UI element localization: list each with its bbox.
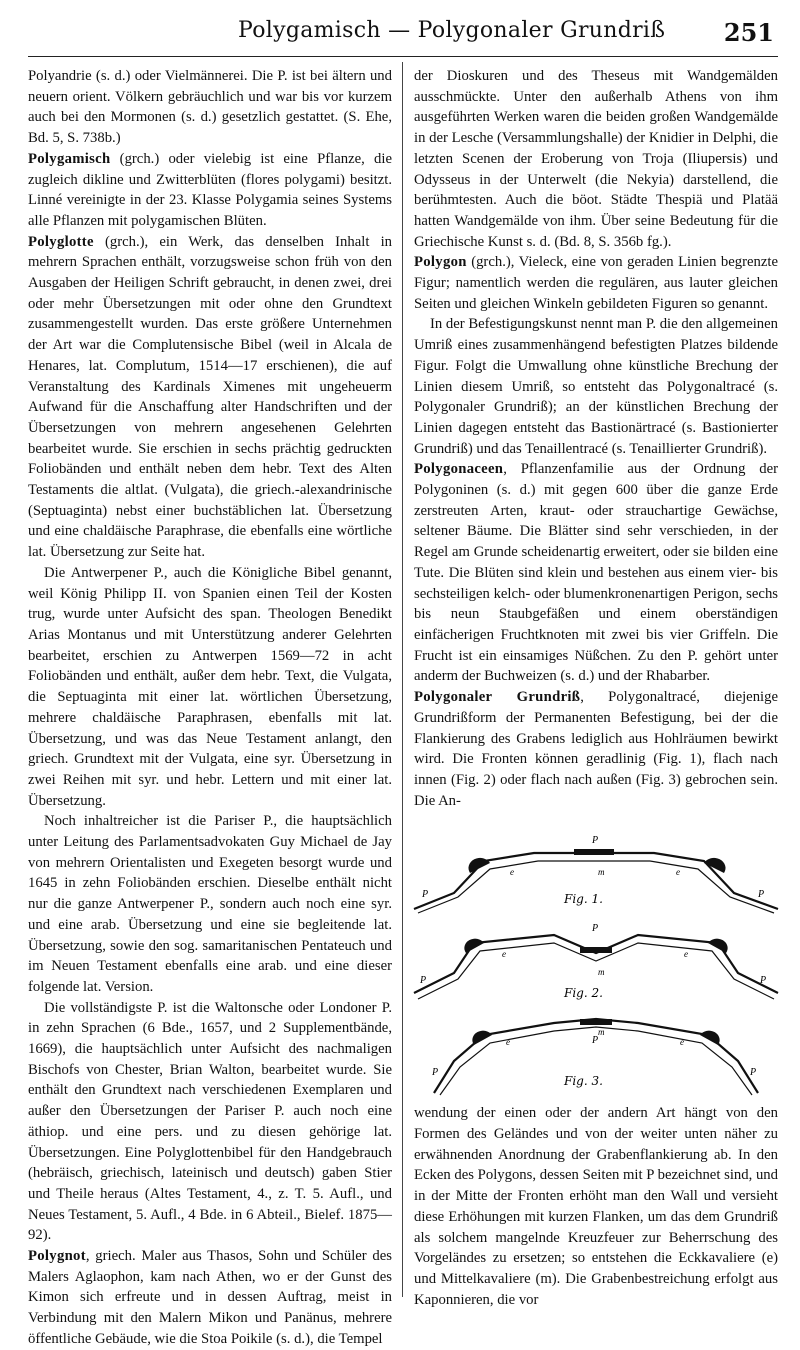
svg-text:P: P bbox=[592, 1035, 599, 1047]
headword: Polygonaceen bbox=[414, 461, 504, 478]
svg-text:e: e bbox=[684, 949, 688, 960]
figure-3-outward-front bbox=[414, 1005, 778, 1097]
paragraph-anwendung: wendung der einen oder der andern Art hängt von den Formen des Geländes und von der weiter unten näher zu erwähnenden Anordnung der Grabenflankierung ab. In den Ecken des Polygons, dessen Seiten mit P bezeichnet sind, und in der Mitte der Fronten erhöht man den Wall und versieht diese Erhöhungen mit kurzen Flanken, um das dem Grundriß als solchem mangelnde Kreuzfeuer zur Beherrschung des Vorgeländes zu ersetzen; so entstehen die Eckkavaliere (e) und Mittelkavaliere (m). Die Grabenbestreichung erfolgt aus Kaponnieren, die vor bbox=[414, 1105, 778, 1308]
entry-polygnot: Polygnot, griech. Maler aus Thasos, Sohn und Schüler des Malers Aglaophon, kam nach Athen, wo er der Gunst des Kimon sich erfreute und in dessen Auftrag, meist in Verbindung mit den Malern Mikon und Panänus, mehrere öffentliche Gebäude, wie die Stoa Poikile (s. d.), die Tempel bbox=[28, 1248, 392, 1347]
column-divider bbox=[402, 62, 403, 1297]
header-rule bbox=[28, 56, 778, 57]
svg-text:e: e bbox=[506, 1037, 510, 1048]
svg-text:P: P bbox=[750, 1067, 757, 1079]
figure-1-caption: Fig. 1. bbox=[564, 892, 603, 907]
svg-text:e: e bbox=[680, 1037, 684, 1048]
page-header bbox=[28, 6, 778, 60]
fortification-figures bbox=[414, 821, 778, 1097]
entry-polygon: Polygon (grch.), Vieleck, eine von geraden Linien begrenzte Figur; namentlich werden die regulären, aus lauter gleichen Seiten und gleichen Winkeln gebildeten Figuren so genannt. bbox=[414, 254, 778, 312]
svg-text:e: e bbox=[676, 867, 680, 878]
headword: Polygon bbox=[414, 254, 467, 271]
svg-text:P: P bbox=[422, 889, 429, 901]
paragraph-befestigungskunst: In der Befestigungskunst nennt man P. die den allgemeinen Umriß eines zusammenhängend befestigten Platzes bildende Figur. Folgt die Umwallung ohne künstliche Brechung der Linien diesem Umriß, so entsteht das Polygonaltracé (s. Polygonaler Grundriß); an der künstlichen Brechung der Linien dagegen entsteht das Bastionärtracé (s. Bastionierter Grundriß) und das Tenaillentracé (s. Tenaillierter Grundriß). bbox=[414, 316, 778, 457]
entry-polyglotte: Polyglotte (grch.), ein Werk, das denselben Inhalt in mehrern Sprachen enthält, vorzugsweise schon früh von den Ausgaben der Heiligen Schrift gebraucht, in denen zwei, drei oder mehr Übersetzungen mit oder ohne den Grundtext zusammengestellt wurden. Das erste größere Unternehmen der Art war die Complutensische Bibel (weil in Alcala de Henares, lat. Complutum, 1514—17 erschienen), die auf Veranstaltung des Kardinals Ximenes mit ungeheuerm Aufwand für die Anschaffung alter Handschriften und der Übersetzungen von mehrern angesehenen Gelehrten bearbeitet wurde. Sie erschien in sechs prächtig gedruckten Foliobänden und enthält neben dem hebr. Text des Alten Testaments die altlat. (Vulgata), die griech.-alexandrinische (Septuaginta) nebst einer buchstäblichen lat. Übersetzung und eine chaldäische Paraphrase, die ebenfalls eine wörtliche lat. Übersetzung zur Seite hat. bbox=[28, 233, 392, 561]
figure-2-inward-front bbox=[414, 913, 778, 1005]
entry-polyandrie-continued: Polyandrie (s. d.) oder Vielmännerei. Die P. ist bei ältern und neuern orient. Völkern gebräuchlich und war bis vor kurzem auch bei den Mormonen (s. d.) gesetzlich gestattet. (S. Ehe, Bd. 5, S. 738b.) bbox=[28, 68, 392, 147]
svg-text:P: P bbox=[760, 975, 767, 987]
left-column bbox=[28, 66, 392, 1347]
svg-text:P: P bbox=[420, 975, 427, 987]
entry-polygnot-continued: der Dioskuren und des Theseus mit Wandgemälden ausschmückte. Unter den außerhalb Athens von ihm ausgeführten Werken waren die beiden großen Wandgemälde in der Lesche (Versammlungshalle) der Knidier in Delphi, die letzten Scenen der Eroberung von Troja (Iliupersis) und Odysseus in der Unterwelt (die Nekyia) darstellend, die berühmtesten. Auch die böot. Städte Thespiä und Platää hatten Wandgemälde von ihm. Über seine Bedeutung für die Griechische Kunst s. d. (Bd. 8, S. 356b fg.). bbox=[414, 68, 778, 250]
paragraph-antwerpener: Die Antwerpener P., auch die Königliche Bibel genannt, weil König Philipp II. von Spanien einen Teil der Kosten trug, wurde unter Aufsicht des span. Theologen Benedikt Arias Montanus und mit Unterstützung anderer Gelehrten bearbeitet, erschien zu Antwerpen 1569—72 in acht Foliobänden und enthält, außer dem hebr. Text, die Vulgata, die Septuaginta mit einer lat. wörtlichen Übersetzung, mehrere chaldäische Paraphrasen, ebenfalls mit lat. Übersetzung, und was das Neue Testament anlangt, den griech. Grundtext mit der Vulgata, eine syr. Übersetzung in zwei Reihen mit syr. und hebr. Lettern und mit einer lat. Übersetzung. bbox=[28, 564, 392, 809]
headword: Polygonaler Grundriß bbox=[414, 689, 581, 706]
headword: Polygamisch bbox=[28, 150, 111, 167]
svg-text:m: m bbox=[598, 867, 605, 878]
right-column bbox=[414, 66, 778, 1308]
entry-polygamisch: Polygamisch (grch.) oder vielebig ist eine Pflanze, die zugleich dikline und Zwitterblüten (flores polygami) besitzt. Linné vereinigte in der 23. Klasse Polygamia seines Systems alle Pflanzen mit polygamischen Blüten. bbox=[28, 150, 392, 229]
paragraph-londoner: Die vollständigste P. ist die Waltonsche oder Londoner P. in zehn Sprachen (6 Bde., 1657, und 2 Supplementbände, 1669), die hauptsächlich unter Aufsicht des nachmaligen Bischofs von Chester, Brian Walton, bearbeitet wurde. Sie enthält den Grundtext nach verschiedenen Exemplaren und außer den Übersetzungen der Pariser P. auch noch eine äthiop. und eine pers. und zu diesen gehörige lat. Übersetzungen. Eine Polyglottenbibel für den Handgebrauch (hebräisch, griechisch, lateinisch und deutsch) gaben Stier und Theile heraus (Altes Testament, 4., z. T. 5. Aufl., und Neues Testament, 5. Aufl., 4 Bde. in 6 Abteil., Bielef. 1875—92). bbox=[28, 999, 392, 1244]
svg-text:P: P bbox=[432, 1067, 439, 1079]
svg-text:P: P bbox=[592, 835, 599, 847]
entry-polygonaler-grundriss: Polygonaler Grundriß, Polygonaltracé, diejenige Grundrißform der Permanenten Befestigung, bei der die Flankierung des Grabens lediglich aus Hohlräumen bewirkt wird. Die Fronten können geradlinig (Fig. 1), flach nach innen (Fig. 2) oder flach nach außen (Fig. 3) gebrochen sein. Die An- bbox=[414, 689, 778, 809]
running-title: Polygamisch — Polygonaler Grundriß bbox=[238, 18, 666, 43]
svg-text:m: m bbox=[598, 1027, 605, 1038]
headword: Polyglotte bbox=[28, 233, 94, 250]
headword: Polygnot bbox=[28, 1248, 86, 1265]
svg-text:e: e bbox=[502, 949, 506, 960]
page-number: 251 bbox=[723, 18, 774, 47]
figure-1-straight-front bbox=[414, 821, 778, 913]
paragraph-pariser: Noch inhaltreicher ist die Pariser P., die hauptsächlich unter Leitung des Parlamentsadvokaten Guy Michael de Jay von mehrern Orientalisten und Exegeten besorgt wurde und 1645 in zehn Foliobänden erschien. Dieselbe enthält nicht nur die ganze Antwerpener P., sondern auch noch eine syr. und eine arab. Übersetzung und eine sie begleitende lat. Übersetzung, sowie den sog. samaritanischen Pentateuch und im Neuen Testament ebenfalls eine arab. und eine dieser folgende lat. Version. bbox=[28, 813, 392, 995]
svg-text:e: e bbox=[510, 867, 514, 878]
svg-text:P: P bbox=[592, 923, 599, 935]
entry-polygonaceen: Polygonaceen, Pflanzenfamilie aus der Ordnung der Polygoninen (s. d.) mit gegen 600 über die ganze Erde zerstreuten Arten, kraut- oder strauchartige Gewächse, seltener Bäume. Die Blätter sind sehr verschieden, in der Regel am Grunde scheidenartig erweitert, oder sie bilden eine Tute. Die Blüten sind klein und bestehen aus einem vier- bis sechsteiligen kelch- oder blumenkronenartigen Perigon, sechs bis neun Staubgefäßen und einem oberständigen einfächerigen Fruchtknoten mit zwei bis vier Griffeln. Die Frucht ist ein einsamiges Nüßchen. Zu den P. gehört unter anderm der Buchweizen (s. d.) und der Rhabarber. bbox=[414, 461, 778, 685]
svg-text:P: P bbox=[758, 889, 765, 901]
figure-2-caption: Fig. 2. bbox=[564, 986, 603, 1001]
figure-3-caption: Fig. 3. bbox=[564, 1074, 603, 1089]
svg-text:m: m bbox=[598, 967, 605, 978]
